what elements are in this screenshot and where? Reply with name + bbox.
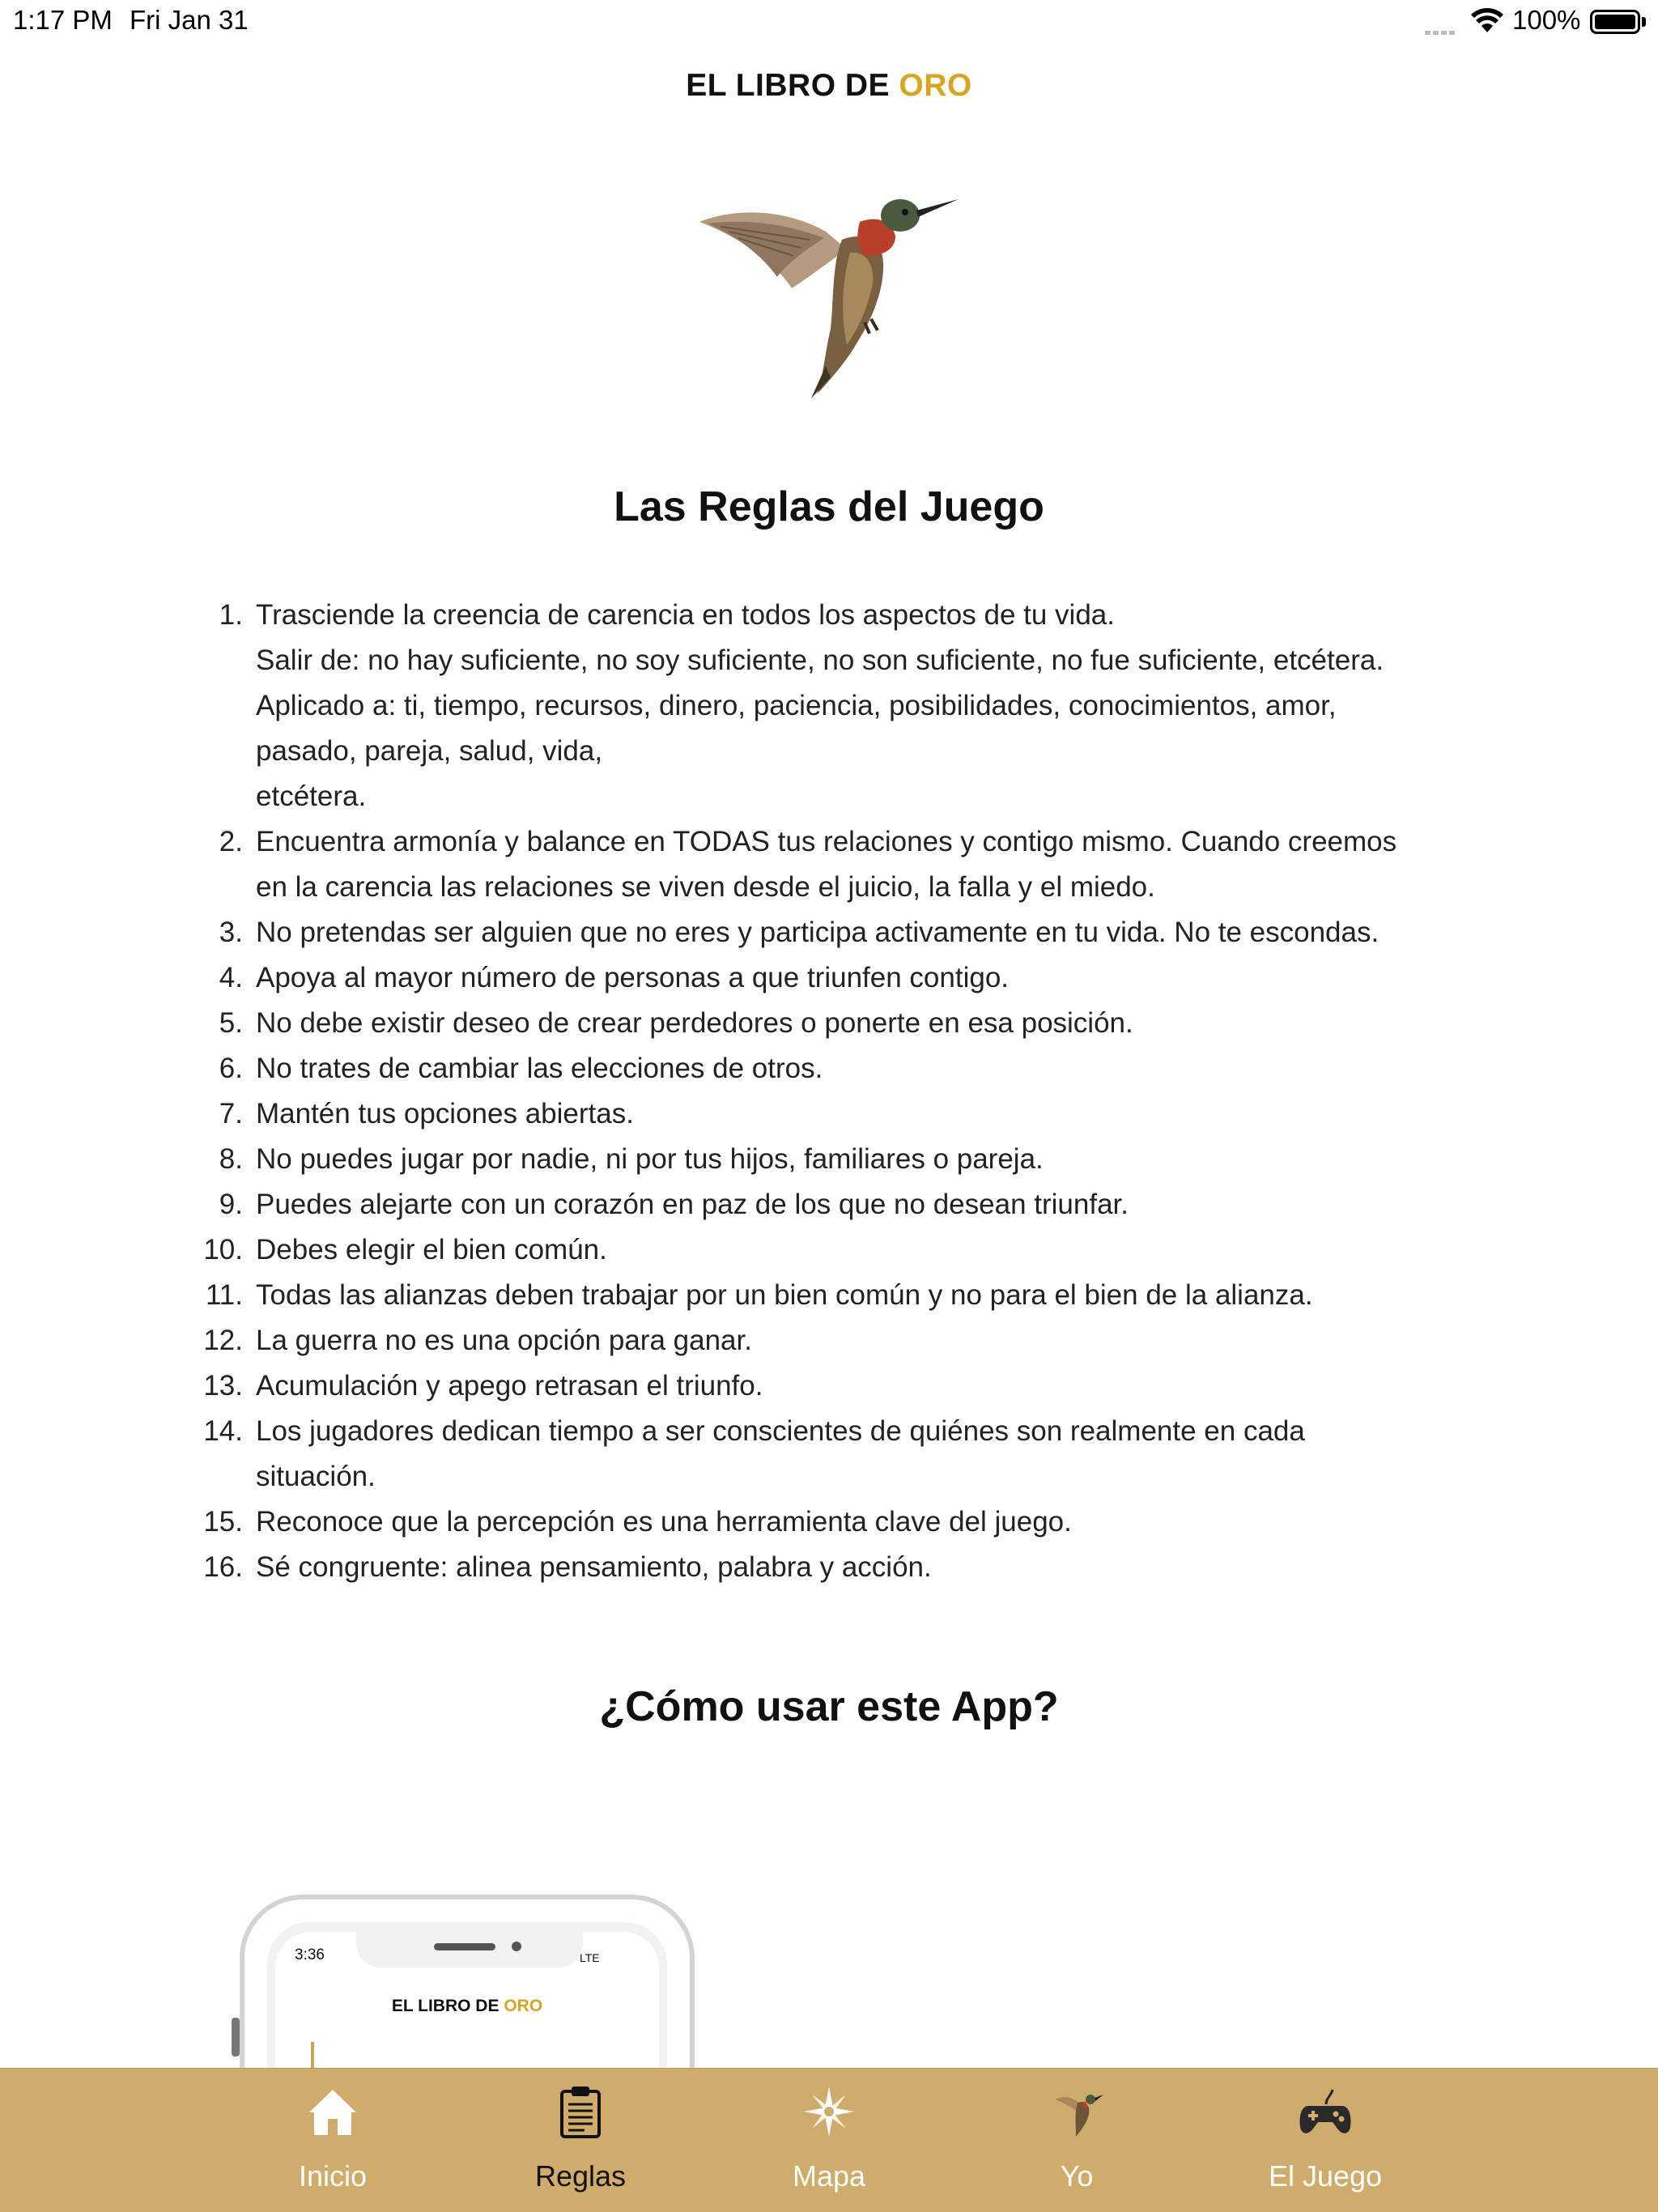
rule-number: 10. <box>203 1234 243 1266</box>
rule-item <box>194 1001 1506 1046</box>
rule-item <box>194 1545 1506 1590</box>
phone-speaker <box>434 1943 495 1950</box>
app-brand-title <box>0 68 1658 104</box>
rule-number: 8. <box>219 1143 243 1175</box>
rule-item <box>194 1091 1506 1137</box>
rule-number: 6. <box>219 1053 243 1084</box>
rule-text: en la carencia las relaciones se viven desde el juicio, la falla y el miedo. <box>256 871 1155 903</box>
rule-text: situación. <box>256 1461 376 1492</box>
rule-item <box>194 1318 1506 1363</box>
rule-item <box>194 1137 1506 1182</box>
phone-camera <box>512 1942 521 1951</box>
rule-text: No pretendas ser alguien que no eres y participa activamente en tu vida. No te escondas. <box>256 917 1380 948</box>
rule-text: Encuentra armonía y balance en TODAS tus relaciones y contigo mismo. Cuando creemos <box>256 826 1397 857</box>
rule-text: Mantén tus opciones abiertas. <box>256 1098 634 1129</box>
brand-accent: ORO <box>899 68 972 103</box>
phone-side-button <box>232 2018 240 2057</box>
status-date: Fri Jan 31 <box>130 5 249 35</box>
tab-label: Yo <box>1060 2159 1094 2193</box>
gamepad-icon <box>1297 2083 1354 2140</box>
battery-percent: 100% <box>1512 5 1581 35</box>
rule-number: 1. <box>219 599 243 631</box>
rule-text: No debe existir deseo de crear perdedores o ponerte en esa posición. <box>256 1007 1133 1039</box>
tab-el-juego[interactable] <box>1244 2069 1406 2212</box>
rule-text: Debes elegir el bien común. <box>256 1234 607 1266</box>
hummingbird-icon <box>1048 2083 1105 2140</box>
tab-label: Inicio <box>298 2159 368 2193</box>
tab-label: Mapa <box>792 2159 866 2193</box>
phone-notch <box>356 1932 583 1967</box>
rule-number: 2. <box>219 826 243 857</box>
rule-number: 9. <box>219 1189 243 1220</box>
rule-text: Todas las alianzas deben trabajar por un bien común y no para el bien de la alianza. <box>256 1279 1313 1311</box>
tab-bar <box>0 2068 1658 2212</box>
rule-number: 13. <box>203 1370 243 1402</box>
rule-item <box>194 1227 1506 1273</box>
tab-mapa[interactable] <box>748 2069 910 2212</box>
rule-text: Sé congruente: alinea pensamiento, palabra y acción. <box>256 1551 932 1583</box>
phone-brand-prefix: EL LIBRO DE <box>391 1997 504 2015</box>
rule-item <box>194 593 1506 819</box>
phone-brand <box>275 1997 659 2016</box>
hummingbird-illustration <box>688 175 963 402</box>
rule-text: Apoya al mayor número de personas a que triunfen contigo. <box>256 962 1010 993</box>
rule-text: Puedes alejarte con un corazón en paz de los que no desean triunfar. <box>256 1189 1129 1220</box>
cellular-signal-icon <box>1425 24 1459 29</box>
rule-number: 3. <box>219 917 243 948</box>
rule-item <box>194 1363 1506 1409</box>
rule-number: 16. <box>203 1551 243 1583</box>
battery-icon <box>1590 10 1640 34</box>
rule-number: 15. <box>203 1506 243 1538</box>
rule-item <box>194 1182 1506 1227</box>
rules-list <box>194 593 1506 1590</box>
rule-number: 11. <box>205 1279 243 1311</box>
rule-text: No trates de cambiar las elecciones de otros. <box>256 1053 823 1084</box>
rule-text: Acumulación y apego retrasan el triunfo. <box>256 1370 763 1402</box>
rule-text: Aplicado a: ti, tiempo, recursos, dinero, paciencia, posibilidades, conocimientos, amor, <box>256 690 1337 721</box>
phone-time: 3:36 <box>295 1946 325 1963</box>
tab-reglas[interactable] <box>500 2069 661 2212</box>
rule-number: 7. <box>219 1098 243 1129</box>
rules-title: Las Reglas del Juego <box>614 483 1044 530</box>
clipboard-icon <box>552 2083 609 2140</box>
rule-text: etcétera. <box>256 781 367 812</box>
rule-item <box>194 955 1506 1001</box>
rule-text: pasado, pareja, salud, vida, <box>256 735 603 767</box>
wifi-icon <box>1470 8 1504 34</box>
compass-star-icon <box>801 2083 857 2140</box>
rule-number: 12. <box>203 1325 243 1356</box>
tab-label: El Juego <box>1268 2159 1383 2193</box>
home-icon <box>304 2083 361 2140</box>
tab-yo[interactable] <box>996 2069 1158 2212</box>
status-bar <box>0 0 1658 42</box>
battery-tip <box>1642 17 1646 27</box>
rule-text: Salir de: no hay suficiente, no soy suficiente, no son suficiente, no fue suficiente, etcétera. <box>256 644 1384 676</box>
how-to-title: ¿Cómo usar este App? <box>599 1683 1059 1730</box>
rule-number: 5. <box>219 1007 243 1039</box>
rule-item <box>194 1273 1506 1318</box>
rule-item <box>194 1409 1506 1499</box>
rule-text: Reconoce que la percepción es una herramienta clave del juego. <box>256 1506 1072 1538</box>
rule-item <box>194 819 1506 910</box>
phone-brand-accent: ORO <box>504 1997 543 2015</box>
tab-inicio[interactable] <box>252 2069 414 2212</box>
rule-item <box>194 910 1506 955</box>
rule-item <box>194 1046 1506 1091</box>
rule-text: No puedes jugar por nadie, ni por tus hijos, familiares o pareja. <box>256 1143 1044 1175</box>
rule-number: 14. <box>203 1415 243 1447</box>
tab-label: Reglas <box>534 2159 627 2193</box>
rule-text: La guerra no es una opción para ganar. <box>256 1325 752 1356</box>
status-time: 1:17 PM <box>13 5 113 35</box>
rule-text: Trasciende la creencia de carencia en todos los aspectos de tu vida. <box>256 599 1115 631</box>
brand-prefix: EL LIBRO DE <box>686 68 899 103</box>
rule-item <box>194 1499 1506 1545</box>
phone-network: LTE <box>580 1951 600 1964</box>
rule-number: 4. <box>219 962 243 993</box>
rule-text: Los jugadores dedican tiempo a ser conscientes de quiénes son realmente en cada <box>256 1415 1305 1447</box>
